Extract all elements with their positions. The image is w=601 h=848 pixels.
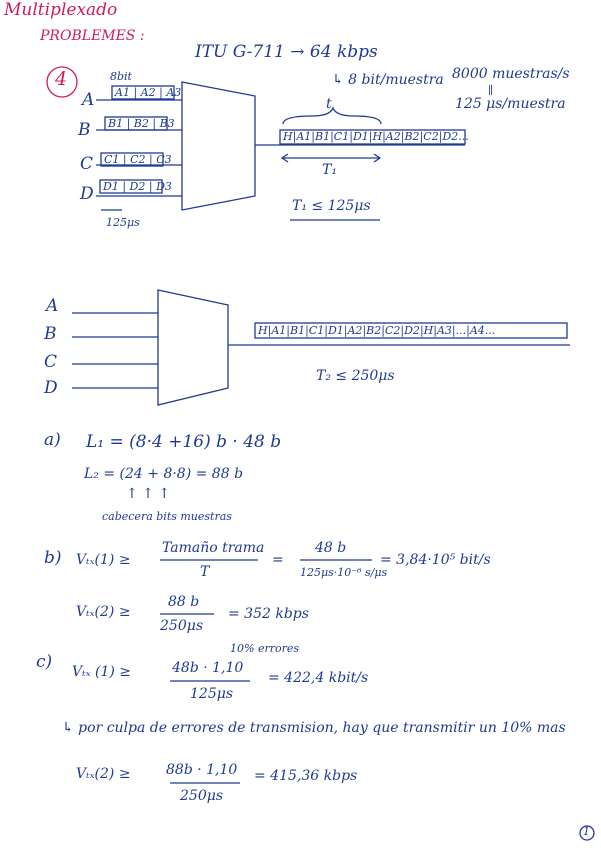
problem-number: 4 — [55, 68, 68, 90]
part-a-label: a) — [44, 430, 61, 450]
itu-standard: ITU G-711 → 64 kbps — [195, 42, 378, 62]
mux1-channel-d: D — [80, 184, 94, 204]
vtx2c-lhs: Vₜₓ(2) ≥ — [76, 766, 131, 782]
vtx2c-denominator: 250μs — [180, 788, 224, 804]
row-c-samples: C1 | C2 | C3 — [104, 153, 172, 166]
bits-per-sample: ↳ 8 bit/muestra — [332, 72, 444, 88]
period-t1: T₁ — [322, 162, 337, 178]
part-b-label: b) — [44, 548, 62, 568]
errors-note: 10% errores — [230, 642, 300, 655]
vtx1-denominator-value: 125μs·10⁻⁶ s/μs — [300, 566, 388, 579]
t2-condition: T₂ ≤ 250μs — [316, 368, 395, 384]
mux2-channel-d: D — [44, 378, 58, 398]
vtx2c-numerator: 88b · 1,10 — [166, 762, 238, 778]
l2-equation: L₂ = (24 + 8·8) = 88 b — [84, 466, 244, 482]
vtx2-lhs: Vₜₓ(2) ≥ — [76, 604, 131, 620]
part-c-label: c) — [36, 652, 53, 672]
t1-condition: T₁ ≤ 125μs — [292, 198, 371, 214]
vtx1-denominator: T — [200, 564, 210, 580]
vtx2-result: = 352 kbps — [228, 606, 309, 622]
error-explanation: ↳ por culpa de errores de transmision, hay que transmitir un 10% mas — [62, 720, 566, 736]
vtx1-numerator-value: 48 b — [315, 540, 347, 556]
page-title: Multiplexado — [4, 0, 118, 20]
mux2-trapezoid — [158, 290, 228, 405]
slot-duration: 125μs — [106, 216, 140, 229]
vtx1c-denominator: 125μs — [190, 686, 234, 702]
frame-t-label: t — [326, 96, 332, 112]
samples-per-second: 8000 muestras/s — [452, 66, 570, 82]
section-subtitle: PROBLEMES : — [40, 28, 145, 44]
annotation-labels: cabecera bits muestras — [102, 510, 232, 523]
mux1-trapezoid — [182, 82, 255, 210]
equals-sign: = — [272, 552, 284, 568]
vtx2-denominator: 250μs — [160, 618, 204, 634]
mux1-channel-c: C — [80, 154, 94, 174]
vtx1c-lhs: Vₜₓ (1) ≥ — [72, 664, 131, 680]
page-number: 1 — [583, 825, 590, 838]
vtx1c-result: = 422,4 kbit/s — [268, 670, 369, 686]
row-d-samples: D1 | D2 | D3 — [103, 180, 172, 193]
vtx1-lhs: Vₜₓ(1) ≥ — [76, 552, 131, 568]
mux1-channel-a: A — [82, 90, 95, 110]
vtx1-numerator: Tamaño trama — [162, 540, 265, 556]
bit-label: 8bit — [110, 70, 132, 83]
row-a-samples: A1 | A2 | A3 — [115, 86, 182, 99]
frame1-slots: H|A1|B1|C1|D1|H|A2|B2|C2|D2... — [283, 130, 469, 143]
vtx1-result: = 3,84·10⁵ bit/s — [380, 552, 491, 568]
mux2-channel-a: A — [46, 296, 59, 316]
frame2-slots: H|A1|B1|C1|D1|A2|B2|C2|D2|H|A3|...|A4... — [258, 324, 496, 337]
l1-equation: L₁ = (8·4 +16) b · 48 b — [86, 432, 282, 452]
row-b-samples: B1 | B2 | B3 — [108, 117, 175, 130]
vtx1c-numerator: 48b · 1,10 — [172, 660, 244, 676]
mux2-channel-c: C — [44, 352, 58, 372]
vtx2-numerator: 88 b — [168, 594, 200, 610]
sample-period: 125 μs/muestra — [455, 96, 566, 112]
vtx2c-result: = 415,36 kbps — [254, 768, 358, 784]
mux2-channel-b: B — [44, 324, 57, 344]
equals-mark: ∥ — [488, 84, 494, 97]
mux1-channel-b: B — [78, 120, 91, 140]
annotation-arrows: ↑ ↑ ↑ — [126, 486, 171, 502]
